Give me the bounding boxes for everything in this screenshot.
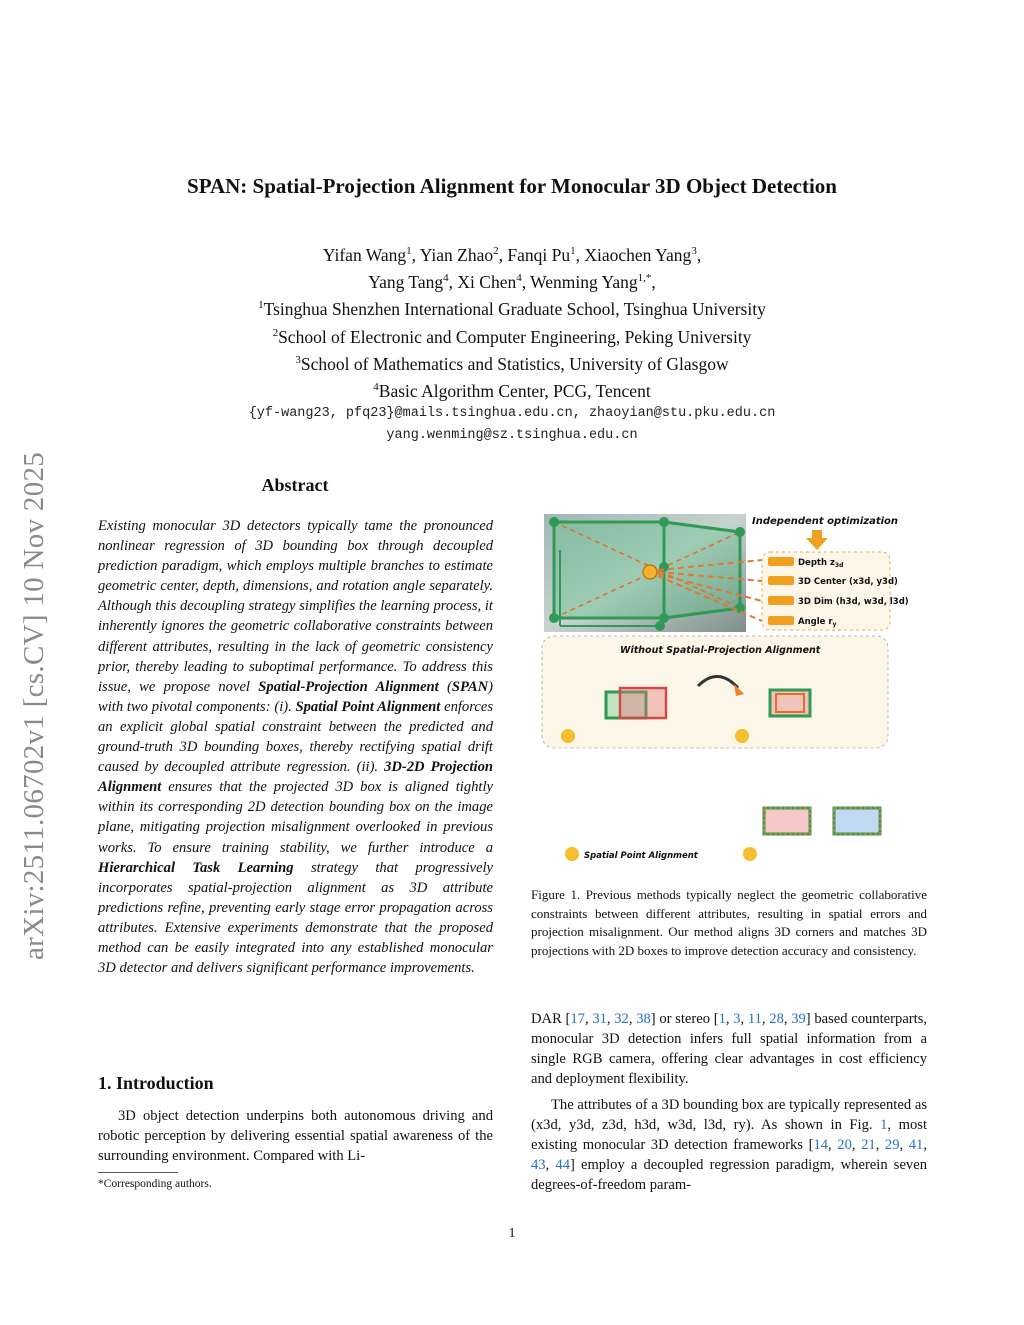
- affiliation-text: School of Mathematics and Statistics, University of Glasgow: [300, 353, 729, 374]
- figure-link[interactable]: 1: [880, 1117, 888, 1134]
- svg-text:Depth z3d: Depth $z_{3d}$: [798, 558, 844, 569]
- citation-link[interactable]: 1: [718, 1011, 726, 1027]
- citation-link[interactable]: 21: [861, 1137, 876, 1154]
- citation-link[interactable]: 31: [592, 1011, 607, 1027]
- spatial-point-alignment-label: Spatial Point Alignment: [584, 851, 698, 861]
- figure-1-diagram: [540, 510, 930, 880]
- author-line-1: Yifan Wang$^1$, Yian Zhao$^2$, Fanqi Pu$^1$, Xiaochen Yang$^3$,: [322, 244, 702, 265]
- author-sup: 1: [406, 245, 412, 257]
- citation-link[interactable]: 14: [813, 1137, 829, 1154]
- citation-link[interactable]: 29: [884, 1137, 900, 1154]
- affiliation-sup: 4: [373, 381, 379, 394]
- citation-link[interactable]: 32: [614, 1011, 629, 1027]
- author-block: [0, 240, 1024, 447]
- author-sup: 3: [691, 245, 697, 257]
- author-name: Wenming Yang: [530, 272, 638, 293]
- intro-paragraph: 3D object detection underpins both autonomous driving and robotic perception by delivering essential spatial awareness of the surrounding environment. Compared with Li-: [98, 1108, 493, 1165]
- misaligned-box-pair: [606, 688, 666, 718]
- author-name: Xi Chen: [457, 272, 517, 293]
- email-line-2[interactable]: yang.wenming@sz.tsinghua.edu.cn: [386, 428, 638, 444]
- email-line-1[interactable]: {yf-wang23, pfq23}@mails.tsinghua.edu.cn, zhaoyian@stu.pku.edu.cn: [248, 406, 776, 422]
- citation-link[interactable]: 11: [747, 1011, 762, 1027]
- affiliation: [0, 294, 1024, 321]
- affiliation-sup: 1: [258, 299, 264, 312]
- citation-link[interactable]: 44: [555, 1157, 570, 1174]
- aligned-box-pair: [764, 808, 880, 834]
- happy-face-icon-1: [565, 847, 579, 861]
- author-line-2: Yang Tang$^4$, Xi Chen$^4$, Wenming Yang$^{1,*}$,: [368, 272, 656, 293]
- affiliation-text: Basic Algorithm Center, PCG, Tencent: [378, 381, 651, 401]
- projection-box-pair: [770, 690, 810, 716]
- author-name: Xiaochen Yang: [584, 244, 692, 265]
- citation-link[interactable]: 20: [837, 1137, 852, 1154]
- down-arrow-icon: [806, 530, 828, 550]
- abstract-text: Existing monocular 3D detectors typically tame the pronounced nonlinear regression of 3D bounding box through decoupled prediction paradigm, which employs multiple branches to estimate geometric center, depth, dimensions, and rotation angle separately. Although this decoupling strategy simplifies the learning process, it inherently ignores the geometric collaborative constraints between different attributes, resulting in the lack of geometric consistency prior, thereby leading to suboptimal performance. To address this issue, we propose novel Spatial-Projection Alignment (SPAN) with two pivotal components: (i). Spatial Point Alignment enforces an explicit global spatial constraint between the predicted and ground-truth 3D bounding boxes, thereby rectifying spatial drift caused by decoupled attribute regression. (ii). 3D-2D Projection Alignment ensures that the projected 3D box is aligned tightly within its corresponding 2D detection bounding box on the image plane, mitigating projection misalignment overlooked in previous works. To ensure training stability, we further introduce a Hierarchical Task Learning strategy that progressively incorporates spatial-projection alignment as 3D attribute predictions refine, preventing early stage error propagation across attributes. Extensive experiments demonstrate that the proposed method can be easily integrated into any established monocular 3D detector and delivers significant performance improvements.: [98, 518, 493, 977]
- citation-link[interactable]: 28: [769, 1011, 784, 1027]
- svg-text:3D Dim (h3d, w3d, l3d): 3D Dim (h3d, w3d, l3d): [798, 597, 909, 607]
- sad-face-icon-1: [561, 729, 575, 743]
- citation-link[interactable]: 38: [636, 1011, 651, 1027]
- citation-link[interactable]: 17: [570, 1011, 585, 1027]
- section-heading-introduction: 1. Introduction: [98, 1073, 214, 1093]
- citation-link[interactable]: 3: [733, 1011, 741, 1027]
- citation-link[interactable]: 39: [791, 1011, 806, 1027]
- paper-title: SPAN: Spatial-Projection Alignment for Monocular 3D Object Detection: [187, 174, 837, 198]
- affiliations: [0, 294, 1024, 403]
- citation-link[interactable]: 41: [908, 1137, 924, 1154]
- affiliation-sup: 2: [272, 326, 279, 339]
- author-name: Yifan Wang: [322, 244, 407, 265]
- author-name: Fanqi Pu: [507, 244, 571, 265]
- svg-text:Angle ry: Angle $r_y$: [798, 617, 837, 628]
- figure-1: [540, 510, 930, 880]
- author-sup: 4: [516, 272, 522, 285]
- author-sup: 1: [570, 245, 576, 257]
- figure-1-caption: Figure 1. Previous methods typically neglect the geometric collaborative constraints between different attributes, resulting in spatial errors and projection misalignment. Our method aligns 3D corners and matches 3D projections with 2D boxes to improve detection accuracy and consistency.: [531, 887, 927, 958]
- abstract-heading: Abstract: [261, 475, 329, 495]
- happy-face-icon-2: [743, 847, 757, 861]
- right-paragraph-1: DAR [17, 31, 32, 38] or stereo [1, 3, 11, 28, 39] based counterparts, monocular 3D detection infers full spatial information from a single RGB camera, offering clear advantages in cost efficiency and deployment flexibility.: [531, 1011, 928, 1088]
- author-sup: 4: [443, 272, 449, 285]
- page-number: 1: [508, 1226, 516, 1241]
- affiliation-text: Tsinghua Shenzhen International Graduate School, Tsinghua University: [263, 299, 766, 320]
- affiliation-text: School of Electronic and Computer Engineering, Peking University: [278, 326, 752, 347]
- affiliation-sup: 3: [295, 353, 301, 366]
- footnote: *Corresponding authors.: [98, 1178, 212, 1190]
- svg-text:3D Center (x3d, y3d): 3D Center (x3d, y3d): [798, 577, 898, 587]
- arxiv-sidebar: arXiv:2511.06702v1 [cs.CV] 10 Nov 2025: [18, 451, 50, 960]
- affiliation: [0, 322, 1024, 349]
- author-sup: 2: [493, 245, 499, 257]
- affiliation: [0, 376, 1024, 403]
- footnote-rule: [98, 1172, 178, 1173]
- affiliation: [0, 349, 1024, 376]
- citation-link[interactable]: 43: [531, 1157, 546, 1174]
- author-name: Yian Zhao: [419, 244, 494, 265]
- without-spa-label: Without Spatial-Projection Alignment: [620, 645, 821, 656]
- author-sup: 1,*: [637, 272, 652, 285]
- right-paragraph-2: The attributes of a 3D bounding box are typically represented as (x3d, y3d, z3d, h3d, w3d, l3d, ry). As shown in Fig. 1, most existing monocular 3D detection frameworks [14, 20, 21, 29, 41, 43, 44] employ a decoupled regression paradigm, wherein seven degrees-of-freedom param-: [531, 1097, 928, 1194]
- author-name: Yang Tang: [368, 272, 444, 293]
- sad-face-icon-2: [735, 729, 749, 743]
- span-full-name: Spatial-Projection Alignment: [258, 678, 439, 695]
- independent-optimization-label: Independent optimization: [752, 516, 899, 527]
- center-point: [643, 565, 657, 579]
